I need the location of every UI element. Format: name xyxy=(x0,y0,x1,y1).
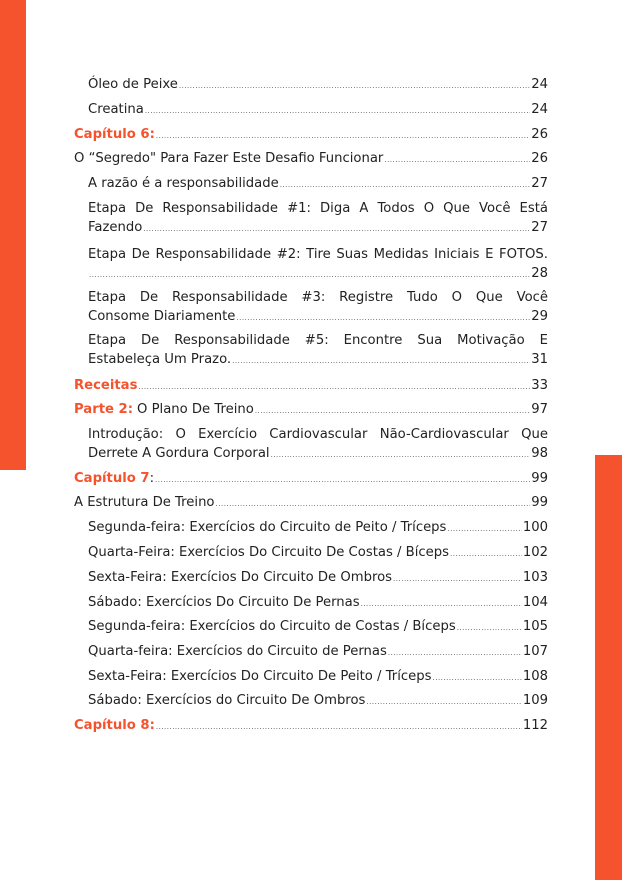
left-accent-bar xyxy=(0,0,26,470)
toc-entry-title: A razão é a responsabilidade xyxy=(88,176,279,191)
toc-entry-title: A Estrutura De Treino xyxy=(74,495,215,510)
toc-entry-title: Quarta-Feira: Exercícios Do Circuito De Costas / Bíceps xyxy=(88,545,449,560)
toc-page-number: 98 xyxy=(531,446,548,461)
toc-page-number: 108 xyxy=(522,669,548,684)
dot-leader xyxy=(450,545,522,564)
toc-page-number: 105 xyxy=(522,619,548,634)
toc-entry-sexta-ombros[interactable] xyxy=(88,568,548,589)
toc-part-label: Parte 2: xyxy=(74,402,134,417)
dot-leader xyxy=(433,669,522,688)
dot-leader xyxy=(156,718,522,737)
toc-entry-title: Sexta-Feira: Exercícios Do Circuito De Ombros xyxy=(88,570,393,585)
toc-entry-title: Creatina xyxy=(88,102,144,117)
dot-leader xyxy=(89,266,530,285)
toc-entry-title-line1: Etapa De Responsabilidade #2: Tire Suas Medidas Iniciais E FOTOS. xyxy=(88,247,548,262)
toc-entry-title-line2: Estabeleça Um Prazo. xyxy=(88,352,232,367)
toc-entry-title-line2: Fazendo xyxy=(88,220,143,235)
dot-leader xyxy=(232,352,530,371)
toc-entry-capitulo-6[interactable] xyxy=(74,125,548,146)
toc-page-number: 31 xyxy=(531,352,548,367)
toc-entry-title-line2: Derrete A Gordura Corporal xyxy=(88,446,270,461)
dot-leader xyxy=(384,151,530,170)
toc-entry-title-line2: Consome Diariamente xyxy=(88,309,236,324)
toc-page-number: 109 xyxy=(522,693,548,708)
toc-page-number: 97 xyxy=(531,402,548,417)
toc-entry-title-line1: Etapa De Responsabilidade #3: Registre Tudo O Que Você xyxy=(88,290,548,305)
toc-entry-title-line1: Etapa De Responsabilidade #1: Diga A Todos O Que Você Está xyxy=(88,201,548,216)
toc-page-number: 24 xyxy=(531,102,548,117)
toc-page-number: 29 xyxy=(531,309,548,324)
dot-leader xyxy=(255,402,530,421)
toc-entry-segunda-costas-biceps[interactable] xyxy=(88,617,548,638)
dot-leader xyxy=(236,309,530,328)
toc-entry-quarta-costas-biceps[interactable] xyxy=(88,543,548,564)
toc-entry-capitulo-7[interactable] xyxy=(74,469,548,490)
toc-entry-etapa-3[interactable] xyxy=(88,288,548,328)
toc-page-number: 99 xyxy=(531,495,548,510)
toc-entry-title: Segunda-feira: Exercícios do Circuito de Costas / Bíceps xyxy=(88,619,456,634)
toc-entry-sabado-ombros[interactable] xyxy=(88,691,548,712)
toc-page-number: 33 xyxy=(531,378,548,393)
toc-entry-title: Óleo de Peixe xyxy=(88,77,178,92)
toc-page-number: 28 xyxy=(531,266,548,281)
toc-page-number: 99 xyxy=(531,471,548,486)
toc-page-number: 100 xyxy=(522,520,548,535)
toc-entry-introducao[interactable] xyxy=(88,425,548,465)
toc-chapter-label: Capítulo 6: xyxy=(74,127,155,142)
toc-entry-creatina[interactable] xyxy=(88,100,548,121)
dot-leader xyxy=(388,644,522,663)
dot-leader xyxy=(145,102,530,121)
toc-entry-title: Segunda-feira: Exercícios do Circuito de Peito / Tríceps xyxy=(88,520,447,535)
toc-entry-parte-2[interactable] xyxy=(74,400,548,421)
dot-leader xyxy=(361,595,522,614)
toc-entry-sabado-pernas[interactable] xyxy=(88,593,548,614)
toc-chapter-colon: : xyxy=(149,471,155,486)
toc-entry-sexta-peito-triceps[interactable] xyxy=(88,667,548,688)
toc-entry-quarta-pernas[interactable] xyxy=(88,642,548,663)
toc-page-number: 27 xyxy=(531,220,548,235)
toc-entry-title-line1: Etapa De Responsabilidade #5: Encontre Sua Motivação E xyxy=(88,333,548,348)
toc-page-number: 24 xyxy=(531,77,548,92)
toc-entry-title: O Plano De Treino xyxy=(137,402,254,417)
toc-entry-etapa-5[interactable] xyxy=(88,331,548,371)
dot-leader xyxy=(138,378,530,397)
toc-entry-title: O “Segredo" Para Fazer Este Desafio Funcionar xyxy=(74,151,384,166)
toc-section-label: Receitas xyxy=(74,378,138,393)
toc-entry-oleo-de-peixe[interactable] xyxy=(88,75,548,96)
toc-page-number: 26 xyxy=(531,127,548,142)
toc-entry-title: Sexta-Feira: Exercícios Do Circuito De Peito / Tríceps xyxy=(88,669,432,684)
toc-page-number: 102 xyxy=(522,545,548,560)
dot-leader xyxy=(271,446,531,465)
toc-entry-title: Sábado: Exercícios do Circuito De Ombros xyxy=(88,693,366,708)
dot-leader xyxy=(143,220,530,239)
dot-leader xyxy=(457,619,522,638)
toc-entry-title-line1: Introdução: O Exercício Cardiovascular Não-Cardiovascular Que xyxy=(88,427,548,442)
toc-entry-title: Sábado: Exercícios Do Circuito De Pernas xyxy=(88,595,360,610)
toc-entry-etapa-1[interactable] xyxy=(88,199,548,239)
toc-chapter-label: Capítulo 7 xyxy=(74,471,150,486)
dot-leader xyxy=(216,495,531,514)
dot-leader xyxy=(155,471,530,490)
right-accent-bar xyxy=(595,455,622,880)
toc-entry-etapa-2[interactable] xyxy=(88,245,548,285)
toc-entry-estrutura-treino[interactable] xyxy=(74,493,548,514)
toc-page-number: 26 xyxy=(531,151,548,166)
toc-entry-receitas[interactable] xyxy=(74,376,548,397)
toc-chapter-label: Capítulo 8: xyxy=(74,718,155,733)
toc-page-number: 112 xyxy=(522,718,548,733)
toc-page-number: 107 xyxy=(522,644,548,659)
dot-leader xyxy=(366,693,521,712)
toc-entry-segredo[interactable] xyxy=(74,149,548,170)
toc-entry-razao-responsabilidade[interactable] xyxy=(88,174,548,195)
toc-entry-segunda-peito-triceps[interactable] xyxy=(88,518,548,539)
toc-page-number: 27 xyxy=(531,176,548,191)
dot-leader xyxy=(179,77,530,96)
dot-leader xyxy=(447,520,521,539)
toc-entry-title: Quarta-feira: Exercícios do Circuito de Pernas xyxy=(88,644,387,659)
toc-page-number: 104 xyxy=(522,595,548,610)
toc-page-number: 103 xyxy=(522,570,548,585)
toc-entry-capitulo-8[interactable] xyxy=(74,716,548,737)
dot-leader xyxy=(280,176,530,195)
dot-leader xyxy=(156,127,530,146)
dot-leader xyxy=(393,570,522,589)
